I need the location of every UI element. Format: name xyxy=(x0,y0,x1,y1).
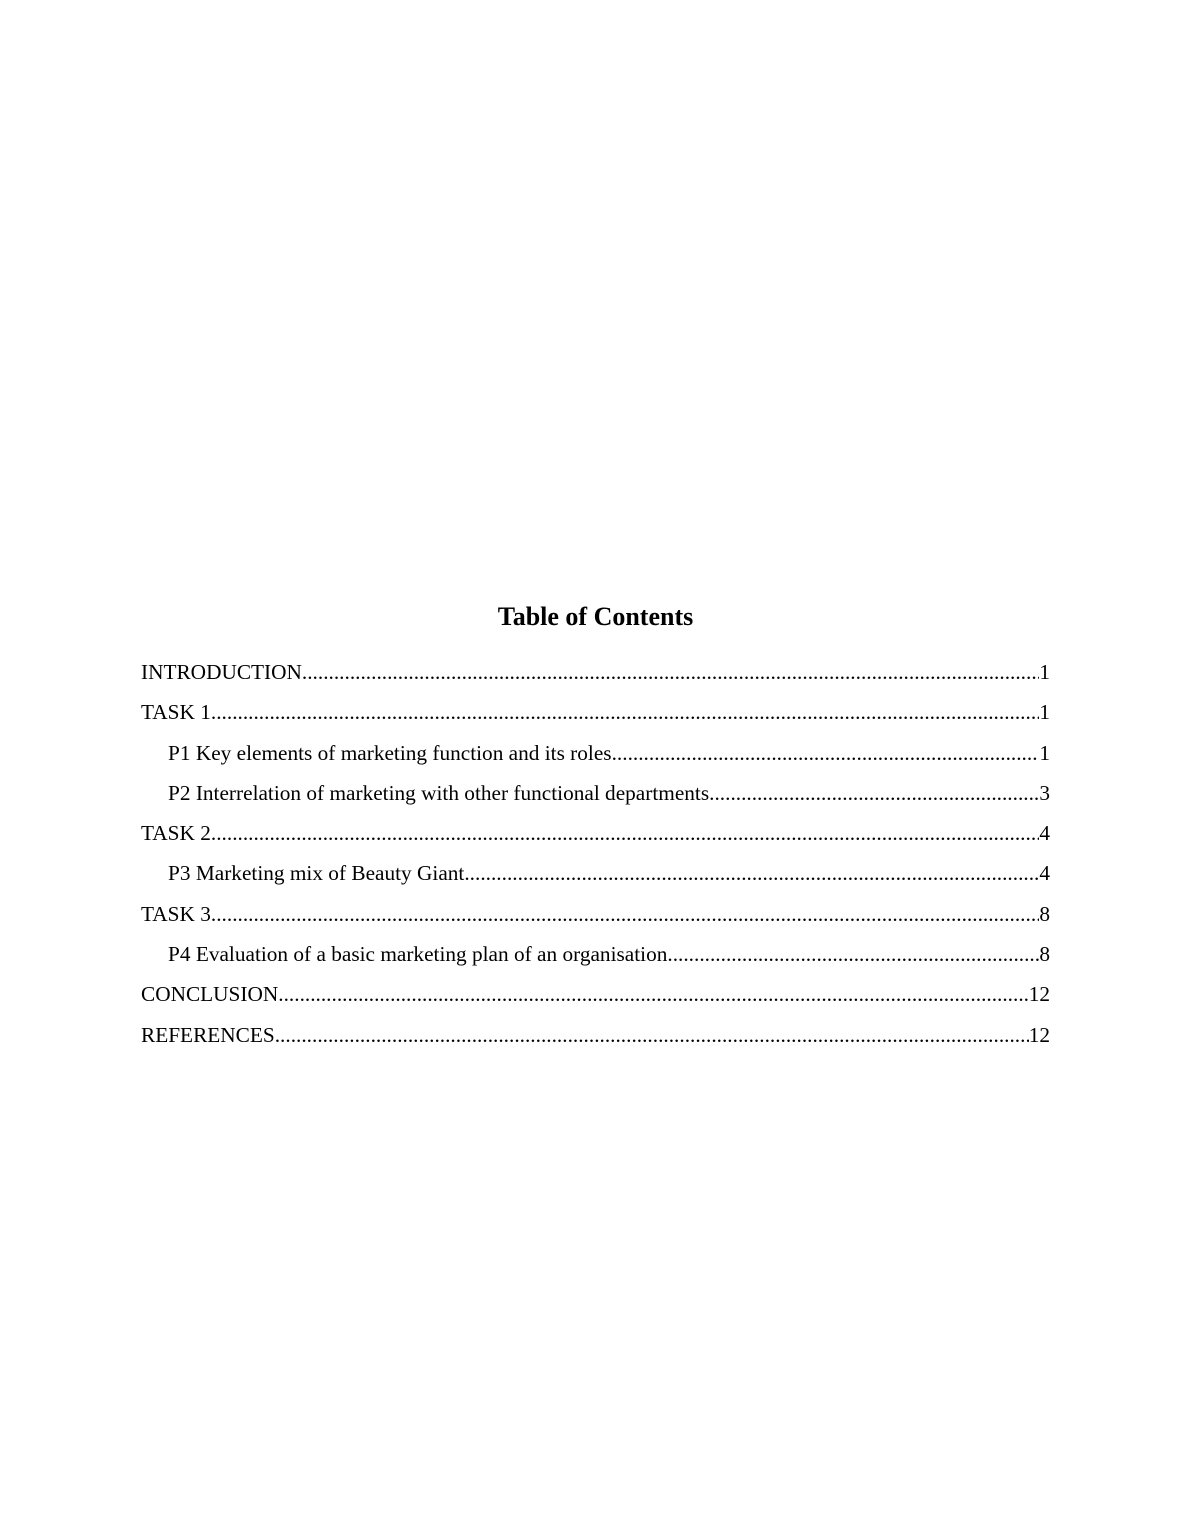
toc-page-number: 1 xyxy=(1039,660,1050,684)
toc-title: Table of Contents xyxy=(497,602,694,631)
toc-entry-conclusion[interactable] xyxy=(141,980,1050,1020)
toc-page-number: 4 xyxy=(1039,821,1050,846)
toc-dot-leader xyxy=(211,900,1039,928)
toc-entry-label: P4 Evaluation of a basic marketing plan of an organisation xyxy=(168,942,668,967)
toc-page-number: 12 xyxy=(1028,1022,1050,1047)
toc-entry-p1[interactable] xyxy=(141,739,1050,779)
toc-dot-leader xyxy=(464,859,1039,887)
toc-entry-label: P3 Marketing mix of Beauty Giant xyxy=(168,861,465,886)
toc-page-number: 4 xyxy=(1039,861,1050,886)
toc-dot-leader xyxy=(275,1021,1029,1049)
toc-entry-p3[interactable] xyxy=(141,859,1050,899)
toc-page-number: 1 xyxy=(1039,700,1050,725)
toc-entry-label: INTRODUCTION xyxy=(141,660,302,684)
toc-dot-leader xyxy=(302,658,1039,686)
toc-page-number: 8 xyxy=(1039,901,1050,926)
toc-dot-leader xyxy=(612,739,1040,767)
toc-dot-leader xyxy=(211,819,1039,847)
toc-entry-introduction[interactable] xyxy=(141,658,1050,698)
toc-entry-label: TASK 2 xyxy=(141,821,211,846)
toc-entry-task-2[interactable] xyxy=(141,819,1050,859)
toc-page-number: 8 xyxy=(1039,942,1050,967)
toc-entry-label: REFERENCES xyxy=(141,1022,275,1047)
toc-page-number: 12 xyxy=(1028,982,1050,1007)
toc-entry-task-3[interactable] xyxy=(141,900,1050,940)
toc-entry-label: P1 Key elements of marketing function and its roles xyxy=(168,740,612,765)
toc-entry-label: TASK 1 xyxy=(141,700,211,725)
toc-list xyxy=(141,658,1050,1061)
toc-entry-label: TASK 3 xyxy=(141,901,211,926)
toc-page-number: 3 xyxy=(1039,780,1050,805)
toc-dot-leader xyxy=(667,940,1039,968)
toc-entry-p4[interactable] xyxy=(141,940,1050,980)
toc-entry-p2[interactable] xyxy=(141,779,1050,819)
toc-entry-label: P2 Interrelation of marketing with other functional departments xyxy=(168,780,710,805)
toc-dot-leader xyxy=(278,980,1028,1008)
table-of-contents xyxy=(141,598,1050,1061)
toc-dot-leader xyxy=(709,779,1039,807)
toc-entry-references[interactable] xyxy=(141,1021,1050,1061)
toc-entry-task-1[interactable] xyxy=(141,698,1050,738)
toc-page-number: 1 xyxy=(1039,740,1050,765)
toc-entry-label: CONCLUSION xyxy=(141,982,279,1007)
toc-dot-leader xyxy=(211,698,1039,726)
